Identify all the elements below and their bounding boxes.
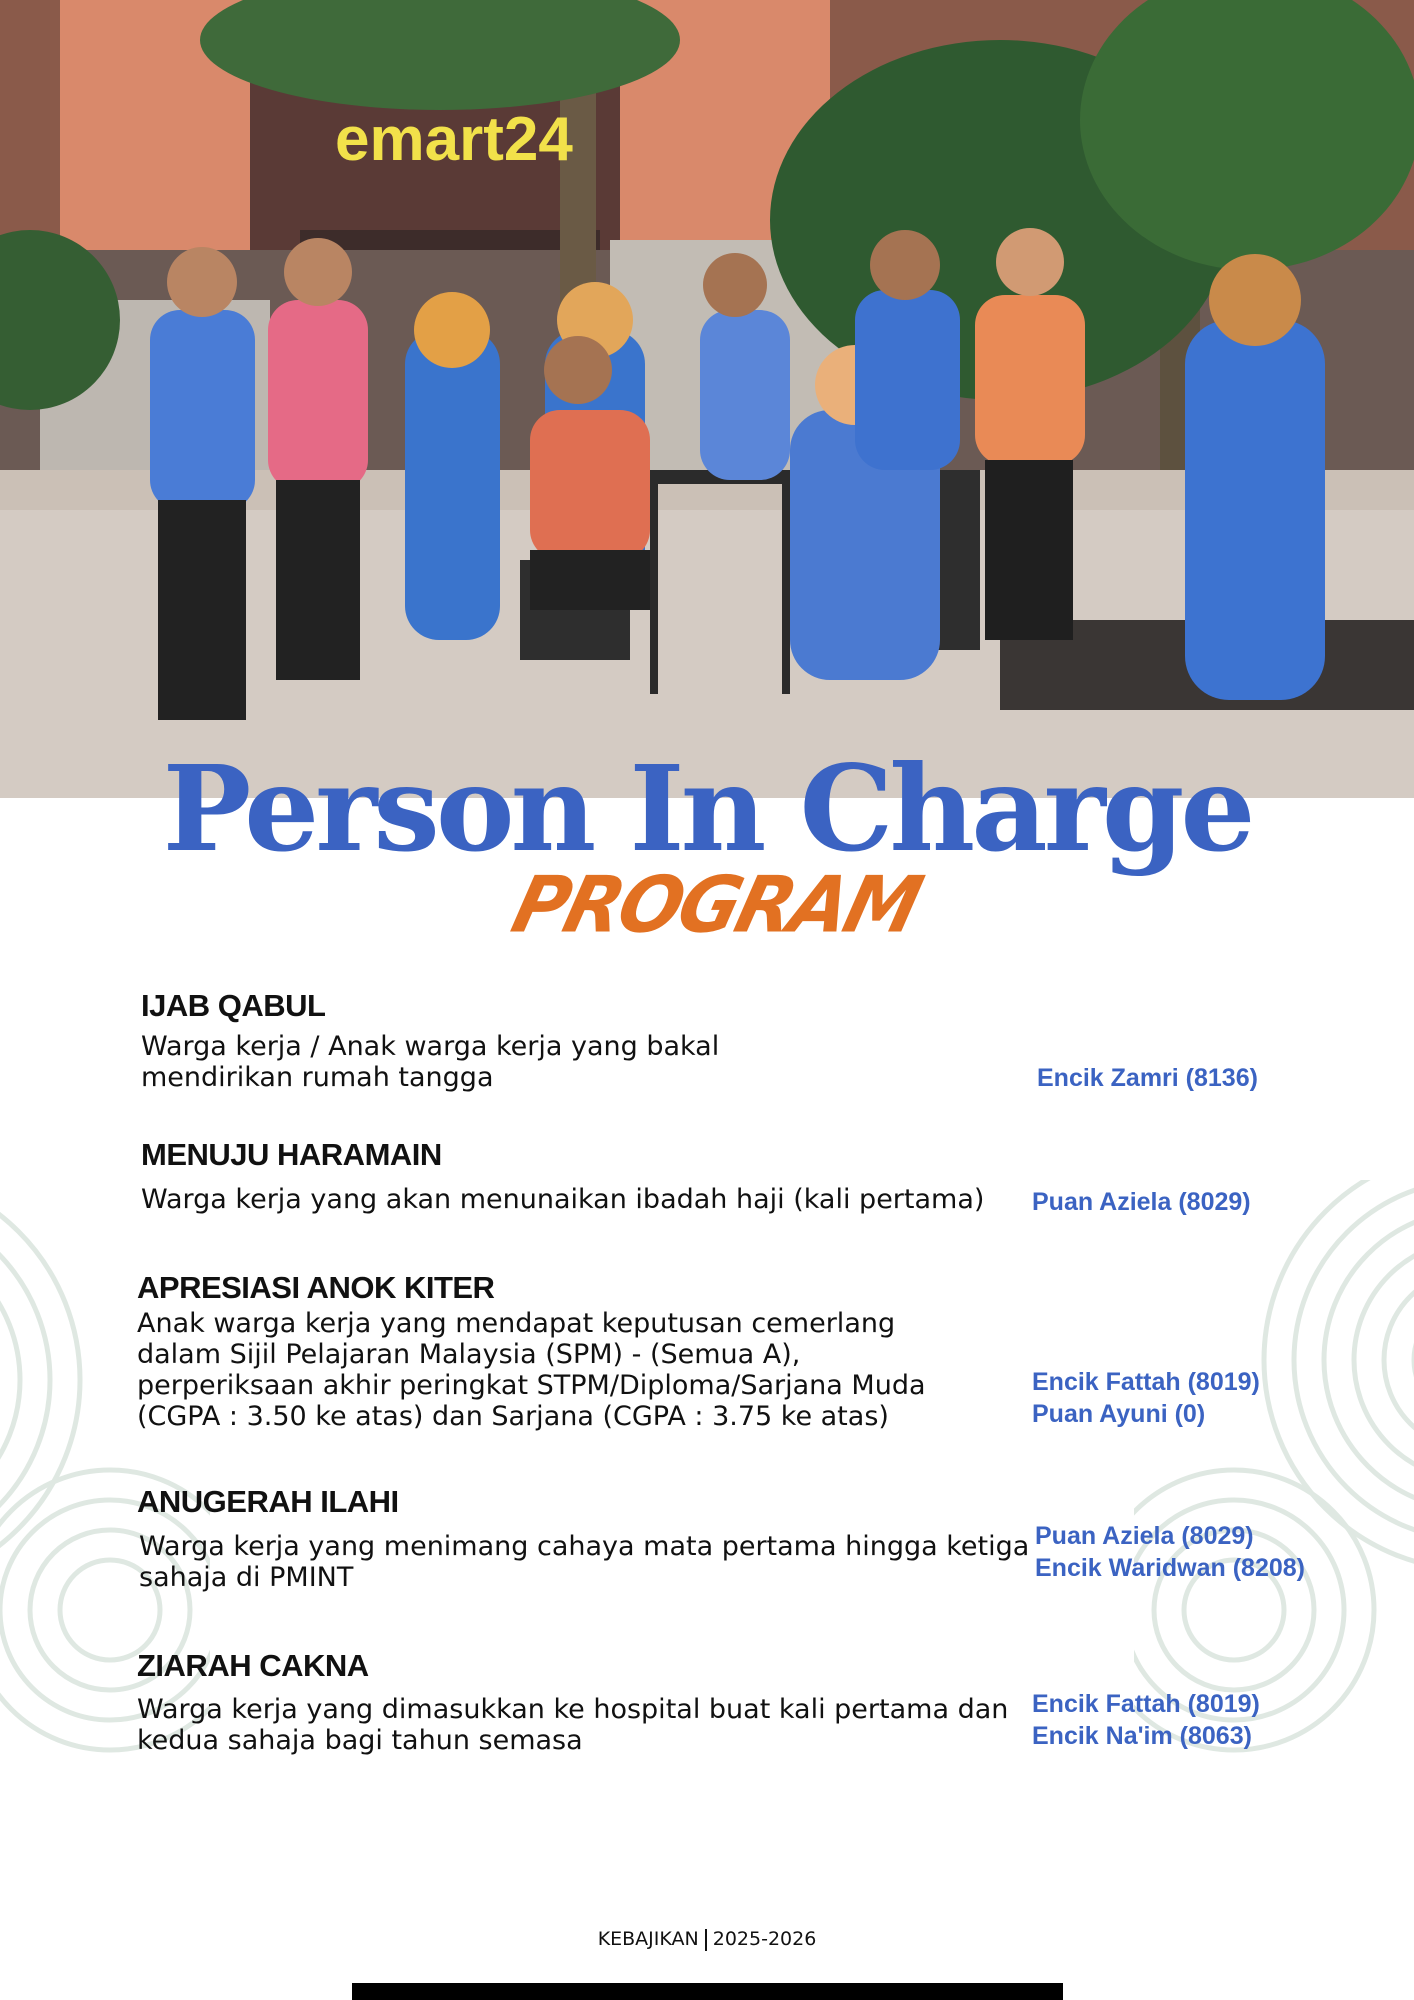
program-contacts — [1032, 1366, 1260, 1430]
footer — [0, 1928, 1414, 1951]
storefront-sign: emart24 — [335, 105, 573, 174]
header-group-photo — [0, 0, 1414, 798]
footer-department: KEBAJIKAN — [597, 1928, 699, 1950]
program-title: MENUJU HARAMAIN — [141, 1137, 442, 1172]
footer-separator — [705, 1929, 707, 1951]
footer-year: 2025-2026 — [712, 1928, 817, 1950]
contact-person: Puan Aziela (8029) — [1032, 1188, 1251, 1216]
program-title: APRESIASI ANOK KITER — [137, 1270, 495, 1305]
program-description: Warga kerja yang akan menunaikan ibadah haji (kali pertama) — [141, 1184, 985, 1215]
contact-person: Encik Fattah (8019) — [1032, 1368, 1260, 1396]
program-description: Anak warga kerja yang mendapat keputusan cemerlang dalam Sijil Pelajaran Malaysia (SPM) - (Semua A), perperiksaan akhir peringkat STPM/Diploma/Sarjana Muda (CGPA : 3.50 ke atas) dan Sarjana (CGPA : 3.75 ke atas) — [137, 1308, 926, 1432]
contact-person: Encik Waridwan (8208) — [1035, 1554, 1305, 1582]
program-title: ZIARAH CAKNA — [137, 1648, 369, 1683]
bottom-bar — [352, 1983, 1063, 2000]
program-contacts — [1032, 1186, 1251, 1218]
group-photo-illustration — [0, 0, 1414, 798]
program-contacts — [1035, 1520, 1305, 1584]
program-description: Warga kerja yang dimasukkan ke hospital buat kali pertama dan kedua sahaja bagi tahun semasa — [137, 1694, 1009, 1756]
contact-person: Encik Zamri (8136) — [1037, 1064, 1258, 1092]
contact-person: Encik Fattah (8019) — [1032, 1690, 1260, 1718]
program-title: ANUGERAH ILAHI — [137, 1484, 399, 1519]
program-title: IJAB QABUL — [141, 988, 326, 1023]
program-description: Warga kerja yang menimang cahaya mata pertama hingga ketiga sahaja di PMINT — [139, 1531, 1030, 1593]
contact-person: Puan Ayuni (0) — [1032, 1400, 1206, 1428]
program-contacts — [1032, 1688, 1260, 1752]
program-contacts — [1037, 1062, 1258, 1094]
decorative-pattern-right — [1134, 1180, 1414, 1760]
page-subtitle: PROGRAM — [503, 859, 929, 951]
contact-person: Puan Aziela (8029) — [1035, 1522, 1254, 1550]
contact-person: Encik Na'im (8063) — [1032, 1722, 1252, 1750]
program-description: Warga kerja / Anak warga kerja yang bakal mendirikan rumah tangga — [141, 1031, 720, 1093]
page-title: Person In Charge — [162, 739, 1252, 878]
